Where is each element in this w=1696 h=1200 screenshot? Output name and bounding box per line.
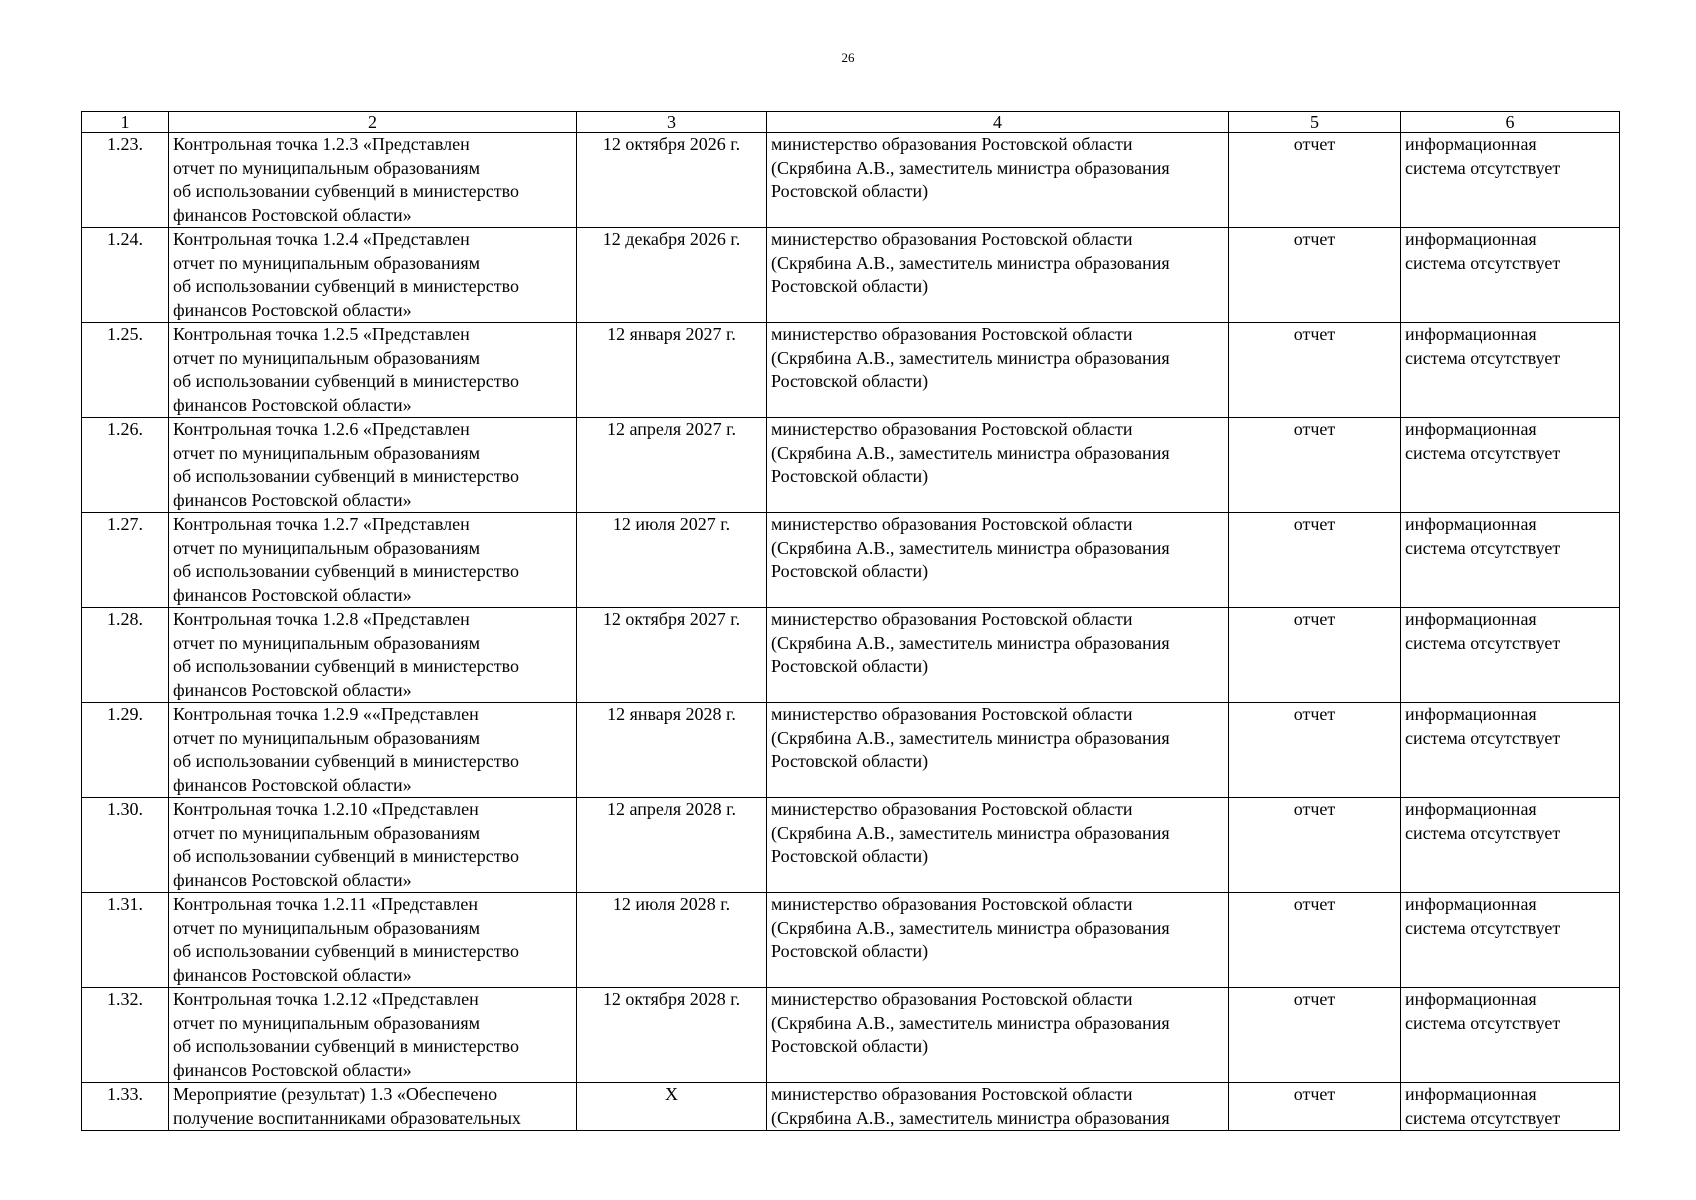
information-system-line: информационная: [1405, 1084, 1537, 1104]
responsible-executor-line: министерство образования Ростовской области: [771, 419, 1133, 439]
information-system-line: информационная: [1405, 514, 1537, 534]
event-name-line: отчет по муниципальным образованиям: [173, 1012, 481, 1033]
responsible-executor-line: (Скрябина А.В., заместитель министра образования: [771, 917, 1170, 938]
event-name-line: отчет по муниципальным образованиям: [173, 537, 481, 558]
responsible-executor-line: министерство образования Ростовской области: [771, 609, 1133, 629]
deadline-date: 12 октября 2028 г.: [577, 988, 767, 1083]
event-name-line: отчет по муниципальным образованиям: [173, 157, 481, 178]
document-type: отчет: [1229, 988, 1401, 1083]
responsible-executor-line: (Скрябина А.В., заместитель министра образования: [771, 442, 1170, 463]
information-system: [1401, 1083, 1620, 1131]
responsible-executor-line: министерство образования Ростовской области: [771, 799, 1133, 819]
event-name-line: об использовании субвенций в министерство: [173, 181, 519, 201]
event-name-line: об использовании субвенций в министерство: [173, 846, 519, 866]
information-system-line: система отсутствует: [1405, 917, 1561, 938]
responsible-executor-line: Ростовской области): [771, 276, 929, 296]
event-name-line: Контрольная точка 1.2.11 «Представлен: [173, 894, 479, 914]
responsible-executor-line: Ростовской области): [771, 941, 929, 961]
event-name-line: об использовании субвенций в министерство: [173, 941, 519, 961]
responsible-executor-line: (Скрябина А.В., заместитель министра образования: [771, 1012, 1170, 1033]
table-row: [82, 893, 1620, 988]
event-name: [169, 418, 577, 513]
responsible-executor-line: министерство образования Ростовской области: [771, 704, 1133, 724]
event-name-line: отчет по муниципальным образованиям: [173, 252, 481, 273]
responsible-executor-line: (Скрябина А.В., заместитель министра образования: [771, 727, 1170, 748]
responsible-executor-line: (Скрябина А.В., заместитель министра образования: [771, 1107, 1170, 1128]
table-row: [82, 418, 1620, 513]
event-name-line: Контрольная точка 1.2.3 «Представлен: [173, 134, 470, 154]
information-system-line: информационная: [1405, 609, 1537, 629]
document-type: отчет: [1229, 133, 1401, 228]
information-system-line: информационная: [1405, 134, 1537, 154]
responsible-executor-line: (Скрябина А.В., заместитель министра образования: [771, 157, 1170, 178]
information-system: [1401, 418, 1620, 513]
information-system: [1401, 798, 1620, 893]
deadline-date: 12 октября 2027 г.: [577, 608, 767, 703]
event-name: [169, 988, 577, 1083]
responsible-executor-line: министерство образования Ростовской области: [771, 134, 1133, 154]
deadline-date: 12 января 2028 г.: [577, 703, 767, 798]
event-name: [169, 893, 577, 988]
responsible-executor-line: Ростовской области): [771, 181, 929, 201]
deadline-date: 12 декабря 2026 г.: [577, 228, 767, 323]
information-system: [1401, 228, 1620, 323]
event-name-line: об использовании субвенций в министерство: [173, 751, 519, 771]
information-system: [1401, 133, 1620, 228]
event-name: [169, 513, 577, 608]
event-name-line: Контрольная точка 1.2.4 «Представлен: [173, 229, 470, 249]
information-system-line: система отсутствует: [1405, 252, 1561, 273]
responsible-executor-line: Ростовской области): [771, 751, 929, 771]
page-number: 26: [841, 50, 855, 65]
event-name-line: отчет по муниципальным образованиям: [173, 822, 481, 843]
responsible-executor: [767, 608, 1229, 703]
deadline-date: X: [577, 1083, 767, 1131]
document-type: отчет: [1229, 323, 1401, 418]
responsible-executor: [767, 228, 1229, 323]
column-header: 6: [1401, 112, 1620, 133]
responsible-executor: [767, 418, 1229, 513]
event-name-line: Контрольная точка 1.2.9 ««Представлен: [173, 704, 479, 724]
responsible-executor-line: Ростовской области): [771, 561, 929, 581]
event-name-line: финансов Ростовской области»: [173, 204, 412, 225]
responsible-executor: [767, 703, 1229, 798]
responsible-executor-line: министерство образования Ростовской области: [771, 229, 1133, 249]
event-name-line: отчет по муниципальным образованиям: [173, 347, 481, 368]
information-system-line: информационная: [1405, 799, 1537, 819]
event-name-line: об использовании субвенций в министерство: [173, 656, 519, 676]
information-system-line: система отсутствует: [1405, 1012, 1561, 1033]
document-type: отчет: [1229, 1083, 1401, 1131]
responsible-executor: [767, 798, 1229, 893]
event-name-line: Контрольная точка 1.2.5 «Представлен: [173, 324, 470, 344]
event-name-line: Мероприятие (результат) 1.3 «Обеспечено: [173, 1084, 498, 1104]
event-name-line: Контрольная точка 1.2.6 «Представлен: [173, 419, 470, 439]
event-name-line: Контрольная точка 1.2.8 «Представлен: [173, 609, 470, 629]
event-name-line: финансов Ростовской области»: [173, 1059, 412, 1080]
information-system-line: система отсутствует: [1405, 632, 1561, 653]
information-system: [1401, 988, 1620, 1083]
event-name-line: отчет по муниципальным образованиям: [173, 632, 481, 653]
row-number: 1.28.: [82, 608, 169, 703]
information-system-line: система отсутствует: [1405, 157, 1561, 178]
event-name-line: финансов Ростовской области»: [173, 964, 412, 985]
row-number: 1.23.: [82, 133, 169, 228]
event-name-line: Контрольная точка 1.2.7 «Представлен: [173, 514, 470, 534]
row-number: 1.29.: [82, 703, 169, 798]
event-name: [169, 608, 577, 703]
event-name-line: Контрольная точка 1.2.12 «Представлен: [173, 989, 479, 1009]
information-system-line: информационная: [1405, 419, 1537, 439]
row-number: 1.33.: [82, 1083, 169, 1131]
row-number: 1.32.: [82, 988, 169, 1083]
information-system-line: информационная: [1405, 989, 1537, 1009]
table-row: [82, 228, 1620, 323]
responsible-executor-line: Ростовской области): [771, 846, 929, 866]
responsible-executor-line: Ростовской области): [771, 656, 929, 676]
event-name-line: об использовании субвенций в министерство: [173, 561, 519, 581]
document-type: отчет: [1229, 798, 1401, 893]
responsible-executor: [767, 988, 1229, 1083]
row-number: 1.31.: [82, 893, 169, 988]
information-system-line: информационная: [1405, 324, 1537, 344]
responsible-executor-line: Ростовской области): [771, 466, 929, 486]
document-type: отчет: [1229, 513, 1401, 608]
event-name: [169, 798, 577, 893]
responsible-executor-line: министерство образования Ростовской области: [771, 1084, 1133, 1104]
event-name-line: финансов Ростовской области»: [173, 774, 412, 795]
information-system-line: система отсутствует: [1405, 1107, 1561, 1128]
event-name-line: отчет по муниципальным образованиям: [173, 727, 481, 748]
event-name-line: Контрольная точка 1.2.10 «Представлен: [173, 799, 479, 819]
responsible-executor: [767, 323, 1229, 418]
responsible-executor: [767, 513, 1229, 608]
deadline-date: 12 января 2027 г.: [577, 323, 767, 418]
column-header: 4: [767, 112, 1229, 133]
event-name-line: финансов Ростовской области»: [173, 489, 412, 510]
table-row: [82, 798, 1620, 893]
deadline-date: 12 апреля 2028 г.: [577, 798, 767, 893]
event-name-line: финансов Ростовской области»: [173, 679, 412, 700]
row-number: 1.26.: [82, 418, 169, 513]
table-row: [82, 988, 1620, 1083]
responsible-executor: [767, 1083, 1229, 1131]
event-name: [169, 1083, 577, 1131]
responsible-executor-line: Ростовской области): [771, 1036, 929, 1056]
table-row: [82, 1083, 1620, 1131]
deadline-date: 12 июля 2028 г.: [577, 893, 767, 988]
document-type: отчет: [1229, 418, 1401, 513]
event-name-line: финансов Ростовской области»: [173, 394, 412, 415]
event-name-line: финансов Ростовской области»: [173, 299, 412, 320]
row-number: 1.27.: [82, 513, 169, 608]
responsible-executor: [767, 133, 1229, 228]
event-name-line: отчет по муниципальным образованиям: [173, 917, 481, 938]
row-number: 1.24.: [82, 228, 169, 323]
information-system-line: система отсутствует: [1405, 537, 1561, 558]
deadline-date: 12 апреля 2027 г.: [577, 418, 767, 513]
event-name-line: финансов Ростовской области»: [173, 869, 412, 890]
row-number: 1.25.: [82, 323, 169, 418]
event-name-line: об использовании субвенций в министерство: [173, 276, 519, 296]
event-name: [169, 133, 577, 228]
column-header: 2: [169, 112, 577, 133]
event-name: [169, 228, 577, 323]
responsible-executor: [767, 893, 1229, 988]
event-name-line: об использовании субвенций в министерство: [173, 466, 519, 486]
header-row: [82, 112, 1620, 133]
event-name: [169, 323, 577, 418]
document-type: отчет: [1229, 893, 1401, 988]
event-name-line: отчет по муниципальным образованиям: [173, 442, 481, 463]
event-name-line: об использовании субвенций в министерство: [173, 371, 519, 391]
column-header: 1: [82, 112, 169, 133]
table-row: [82, 133, 1620, 228]
table-row: [82, 513, 1620, 608]
event-name-line: финансов Ростовской области»: [173, 584, 412, 605]
information-system-line: информационная: [1405, 229, 1537, 249]
responsible-executor-line: министерство образования Ростовской области: [771, 989, 1133, 1009]
information-system-line: информационная: [1405, 894, 1537, 914]
responsible-executor-line: (Скрябина А.В., заместитель министра образования: [771, 632, 1170, 653]
deadline-date: 12 июля 2027 г.: [577, 513, 767, 608]
column-header: 3: [577, 112, 767, 133]
information-system-line: информационная: [1405, 704, 1537, 724]
column-header: 5: [1229, 112, 1401, 133]
responsible-executor-line: Ростовской области): [771, 371, 929, 391]
information-system: [1401, 703, 1620, 798]
table-row: [82, 703, 1620, 798]
responsible-executor-line: министерство образования Ростовской области: [771, 324, 1133, 344]
information-system-line: система отсутствует: [1405, 442, 1561, 463]
information-system: [1401, 323, 1620, 418]
information-system-line: система отсутствует: [1405, 727, 1561, 748]
event-name-line: получение воспитанниками образовательных: [173, 1107, 521, 1128]
responsible-executor-line: министерство образования Ростовской области: [771, 894, 1133, 914]
table-row: [82, 323, 1620, 418]
document-type: отчет: [1229, 703, 1401, 798]
responsible-executor-line: (Скрябина А.В., заместитель министра образования: [771, 252, 1170, 273]
information-system: [1401, 893, 1620, 988]
responsible-executor-line: министерство образования Ростовской области: [771, 514, 1133, 534]
information-system: [1401, 513, 1620, 608]
document-type: отчет: [1229, 608, 1401, 703]
control-points-table: [81, 111, 1620, 1131]
responsible-executor-line: (Скрябина А.В., заместитель министра образования: [771, 347, 1170, 368]
event-name-line: об использовании субвенций в министерство: [173, 1036, 519, 1056]
responsible-executor-line: (Скрябина А.В., заместитель министра образования: [771, 822, 1170, 843]
information-system: [1401, 608, 1620, 703]
table-row: [82, 608, 1620, 703]
event-name: [169, 703, 577, 798]
deadline-date: 12 октября 2026 г.: [577, 133, 767, 228]
document-type: отчет: [1229, 228, 1401, 323]
information-system-line: система отсутствует: [1405, 347, 1561, 368]
information-system-line: система отсутствует: [1405, 822, 1561, 843]
row-number: 1.30.: [82, 798, 169, 893]
responsible-executor-line: (Скрябина А.В., заместитель министра образования: [771, 537, 1170, 558]
